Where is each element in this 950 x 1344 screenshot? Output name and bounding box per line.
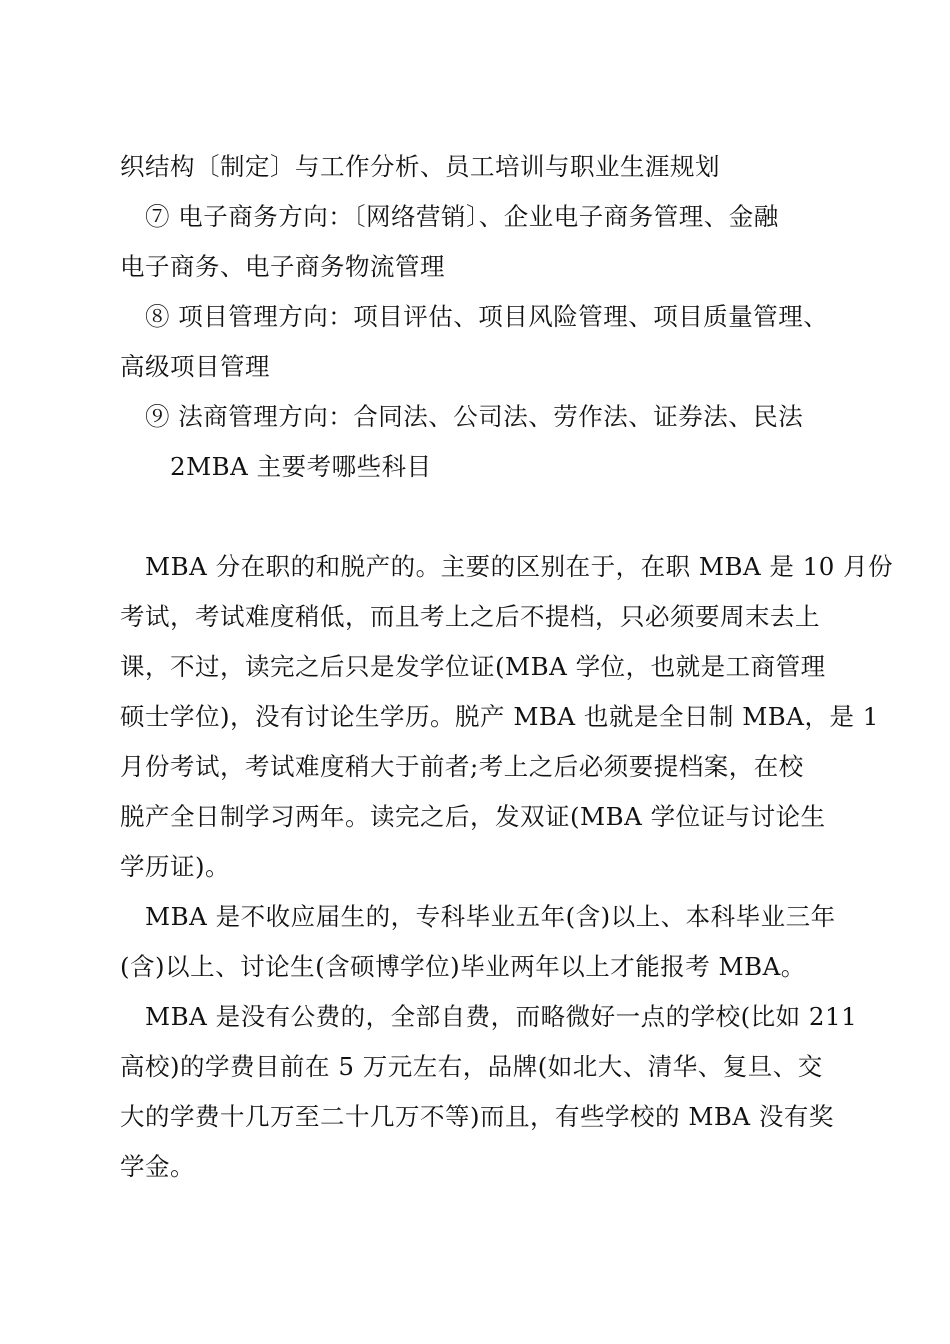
text-line: 课，不过，读完之后只是发学位证(MBA 学位，也就是工商管理 bbox=[120, 652, 826, 681]
text-line: 学金。 bbox=[120, 1152, 195, 1181]
text-line: 大的学费十几万至二十几万不等)而且，有些学校的 MBA 没有奖 bbox=[120, 1102, 834, 1131]
text-line: ⑧ 项目管理方向：项目评估、项目风险管理、项目质量管理、 bbox=[145, 302, 829, 331]
text-line: 电子商务、电子商务物流管理 bbox=[120, 252, 445, 281]
text-line: 高校)的学费目前在 5 万元左右，品牌(如北大、清华、复旦、交 bbox=[120, 1052, 823, 1081]
text-line: 硕士学位)，没有讨论生学历。脱产 MBA 也就是全日制 MBA，是 1 bbox=[120, 702, 879, 731]
text-line: ⑨ 法商管理方向：合同法、公司法、劳作法、证券法、民法 bbox=[145, 402, 804, 431]
text-line: MBA 是不收应届生的，专科毕业五年(含)以上、本科毕业三年 bbox=[145, 902, 836, 931]
text-line: (含)以上、讨论生(含硕博学位)毕业两年以上才能报考 MBA。 bbox=[120, 952, 806, 981]
text-line: ⑦ 电子商务方向：〔网络营销〕、企业电子商务管理、金融 bbox=[145, 202, 779, 231]
text-line: 高级项目管理 bbox=[120, 352, 270, 381]
text-line: 考试，考试难度稍低，而且考上之后不提档，只必须要周末去上 bbox=[120, 602, 820, 631]
text-line: 月份考试，考试难度稍大于前者;考上之后必须要提档案，在校 bbox=[120, 752, 804, 781]
text-line: 脱产全日制学习两年。读完之后，发双证(MBA 学位证与讨论生 bbox=[120, 802, 826, 831]
text-line: MBA 是没有公费的，全部自费，而略微好一点的学校(比如 211 bbox=[145, 1002, 858, 1031]
text-line: 织结构〔制定〕与工作分析、员工培训与职业生涯规划 bbox=[120, 152, 720, 181]
text-line: MBA 分在职的和脱产的。主要的区别在于，在职 MBA 是 10 月份 bbox=[145, 552, 894, 581]
text-line: 学历证)。 bbox=[120, 852, 231, 881]
section-heading: 2MBA 主要考哪些科目 bbox=[170, 452, 432, 481]
